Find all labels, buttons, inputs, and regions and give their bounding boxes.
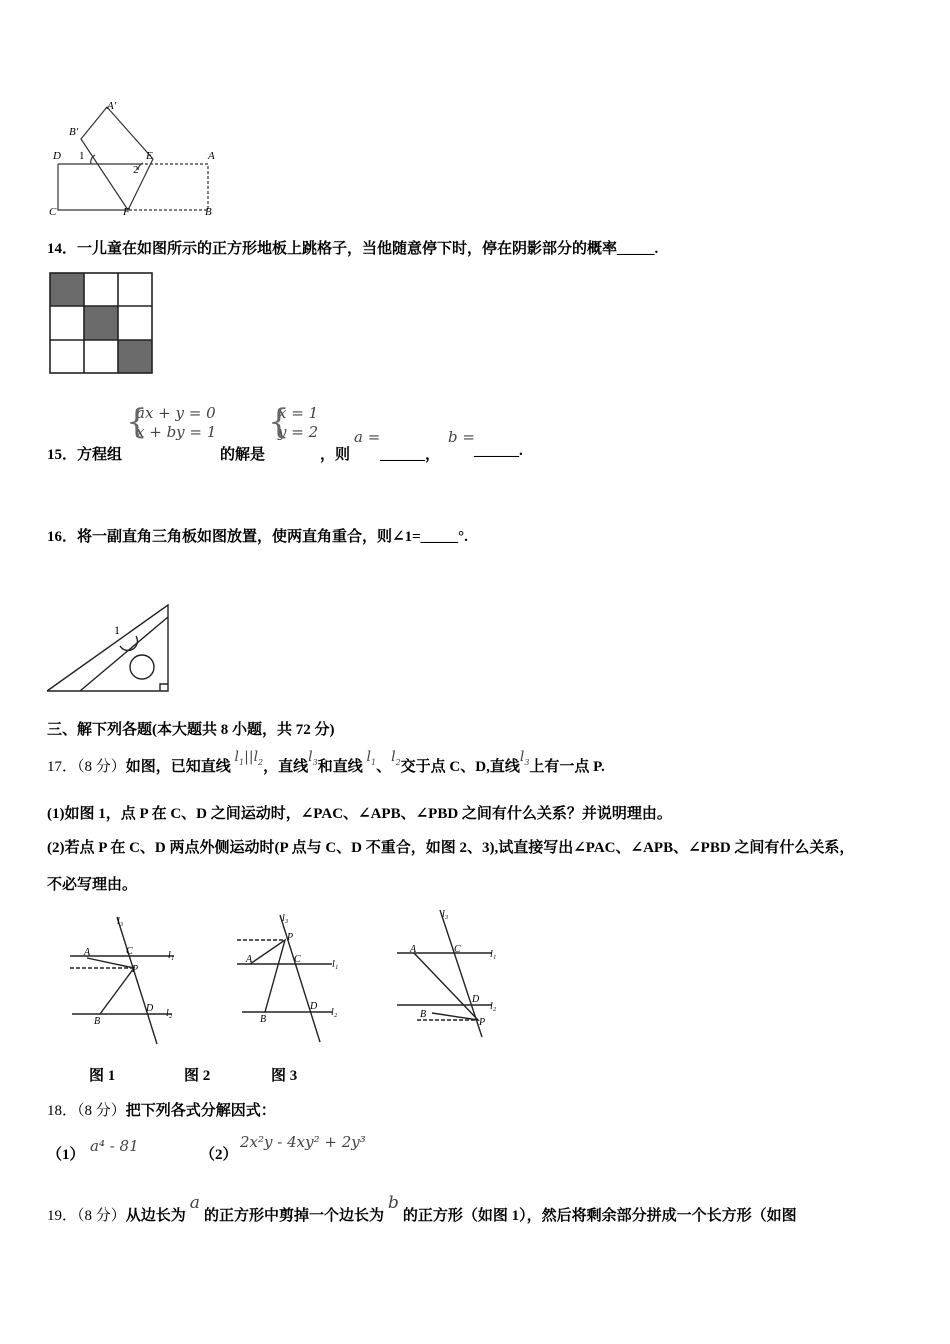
q17-text-4: 交于点 C、D,直线 xyxy=(400,759,520,775)
q15-system-2: { x = 1 y = 2 xyxy=(268,402,319,442)
q15-a-eq: a = xyxy=(354,428,381,446)
question-19 xyxy=(47,1193,797,1225)
q17-caption-1: 图 1 xyxy=(89,1068,116,1084)
question-15 xyxy=(47,443,122,464)
shaded-cell-1 xyxy=(50,273,84,306)
svg-text:D: D xyxy=(310,1001,318,1012)
triangle-set-figure xyxy=(44,600,174,696)
fold-figure xyxy=(45,95,235,225)
q17-text-2: ，直线 xyxy=(263,759,309,775)
q18-score: （8 分） xyxy=(77,1103,126,1119)
q17-caption-2: 图 2 xyxy=(184,1068,211,1084)
q19-score: （8 分） xyxy=(77,1208,126,1224)
q16-number: 16． xyxy=(47,529,78,545)
q15-blank-2: ______. xyxy=(474,443,523,459)
q19-text-1: 从边长为 xyxy=(125,1208,186,1224)
dashed-rectangle-part xyxy=(128,164,208,210)
q17-text-1: 如图，已知直线 xyxy=(125,759,231,775)
svg-text:l₃: l₃ xyxy=(442,909,449,920)
svg-text:D: D xyxy=(472,994,480,1005)
q15-number: 15． xyxy=(47,447,78,463)
q19-number: 19． xyxy=(47,1208,78,1224)
q19-b: b xyxy=(387,1193,399,1213)
svg-text:B: B xyxy=(260,1014,267,1025)
q14-blank: _____ xyxy=(617,241,655,257)
svg-text:B: B xyxy=(420,1009,427,1020)
angle-1-label: 1 xyxy=(114,623,120,637)
right-angle-mark xyxy=(160,684,168,691)
q15-text-2: 的解是 xyxy=(220,447,266,463)
q17-figure-2 xyxy=(232,912,362,1047)
q15-text-3: ，则 xyxy=(320,447,351,463)
q16-blank: _____ xyxy=(420,529,459,545)
label-2: 2 xyxy=(133,164,139,176)
q18-item-1-label: （1） xyxy=(47,1147,85,1163)
question-14 xyxy=(47,237,658,258)
q18-item-2-label: （2） xyxy=(200,1147,238,1163)
rectangle-left-part xyxy=(58,164,128,210)
q17-part-2-cont: 不必写理由。 xyxy=(47,877,138,893)
shaded-cell-3 xyxy=(118,340,152,373)
q16-end: °. xyxy=(458,529,468,545)
svg-text:P: P xyxy=(132,964,139,975)
svg-text:A: A xyxy=(410,944,417,955)
svg-text:C: C xyxy=(454,944,461,955)
svg-text:l₁: l₁ xyxy=(168,950,175,961)
q17-number: 17． xyxy=(47,759,78,775)
svg-text:D: D xyxy=(146,1003,154,1014)
label-A: A xyxy=(208,150,215,162)
q14-number: 14． xyxy=(47,241,78,257)
label-B: B xyxy=(205,206,212,218)
q17-figure-3 xyxy=(392,905,522,1045)
svg-text:A: A xyxy=(246,954,253,965)
q19-text-2: 的正方形中剪掉一个边长为 xyxy=(203,1208,384,1224)
svg-text:l₁: l₁ xyxy=(332,959,339,970)
q14-end: . xyxy=(654,241,659,257)
svg-text:P: P xyxy=(479,1017,486,1028)
label-F: F xyxy=(123,206,130,218)
q18-number: 18． xyxy=(47,1103,78,1119)
label-C: C xyxy=(49,206,57,218)
q17-text-5: 上有一点 P. xyxy=(529,759,605,775)
svg-text:l₂: l₂ xyxy=(490,1001,497,1012)
q19-text-3: 的正方形（如图 1），然后将剩余部分拼成一个长方形（如图 xyxy=(402,1208,797,1224)
shaded-cell-2 xyxy=(84,306,118,340)
svg-text:l₂: l₂ xyxy=(331,1007,338,1018)
q15-system-1: { ax + y = 0 x + by = 1 xyxy=(126,402,217,442)
q15-sys1-eq2: x + by = 1 xyxy=(136,423,217,441)
circle-hole xyxy=(130,655,154,679)
q17-part-1: (1)如图 1，点 P 在 C、D 之间运动时，∠PAC、∠APB、∠PBD 之间有什么关系？并说明理由。 xyxy=(47,806,672,822)
svg-text:C: C xyxy=(294,954,301,965)
svg-text:B: B xyxy=(94,1016,101,1027)
q16-text: 将一副直角三角板如图放置，使两直角重合，则∠1= xyxy=(77,529,421,545)
svg-text:C: C xyxy=(126,946,133,957)
q15-b-eq: b = xyxy=(448,428,475,446)
section-3-title: 三、解下列各题(本大题共 8 小题，共 72 分) xyxy=(47,722,335,738)
q17-score: （8 分） xyxy=(77,759,126,775)
label-A1: A' xyxy=(107,100,117,112)
question-16 xyxy=(47,525,468,546)
label-D: D xyxy=(53,150,61,162)
label-1: 1 xyxy=(79,150,85,162)
svg-text:l₃: l₃ xyxy=(117,916,124,927)
question-18 xyxy=(47,1099,276,1120)
q18-item-2-expr: 2x²y - 4xy² + 2y³ xyxy=(240,1133,366,1151)
q15-text-1: 方程组 xyxy=(77,447,123,463)
svg-text:l₂: l₂ xyxy=(166,1008,173,1019)
q17-figure-1 xyxy=(62,912,192,1047)
q17-part-2: (2)若点 P 在 C、D 两点外侧运动时(P 点与 C、D 不重合，如图 2、3),试直接写出∠PAC、∠APB、∠PBD 之间有什么关系， xyxy=(47,840,855,856)
angle-1-arc xyxy=(120,636,137,650)
q18-text: 把下列各式分解因式： xyxy=(125,1103,276,1119)
q17-caption-3: 图 3 xyxy=(271,1068,298,1084)
q15-blank-1: ______， xyxy=(380,447,441,463)
question-17: 17．（8 分）如图，已知直线 $l_1||l_2$，直线$l_3$和直线 $l_1$、$l_2$交于点 C、D,直线$l_3$上有一点 P. xyxy=(47,749,605,775)
q15-sys2-eq1: x = 1 xyxy=(278,404,319,422)
label-E: E xyxy=(146,150,153,162)
label-B1: B' xyxy=(69,126,79,138)
second-triangle-hypotenuse xyxy=(80,617,168,691)
q17-text-3: 和直线 xyxy=(317,759,363,775)
q19-a: a xyxy=(189,1193,200,1213)
q15-sys2-eq2: y = 2 xyxy=(278,423,319,441)
svg-text:l₁: l₁ xyxy=(490,949,497,960)
q18-item-1-expr: a⁴ - 81 xyxy=(90,1137,139,1155)
svg-text:A: A xyxy=(84,947,91,958)
svg-text:P: P xyxy=(287,932,294,943)
svg-text:l₃: l₃ xyxy=(282,913,289,924)
q14-text: 一儿童在如图所示的正方形地板上跳格子，当他随意停下时，停在阴影部分的概率 xyxy=(77,241,618,257)
q15-sys1-eq1: ax + y = 0 xyxy=(136,404,216,422)
floor-grid xyxy=(49,272,153,374)
